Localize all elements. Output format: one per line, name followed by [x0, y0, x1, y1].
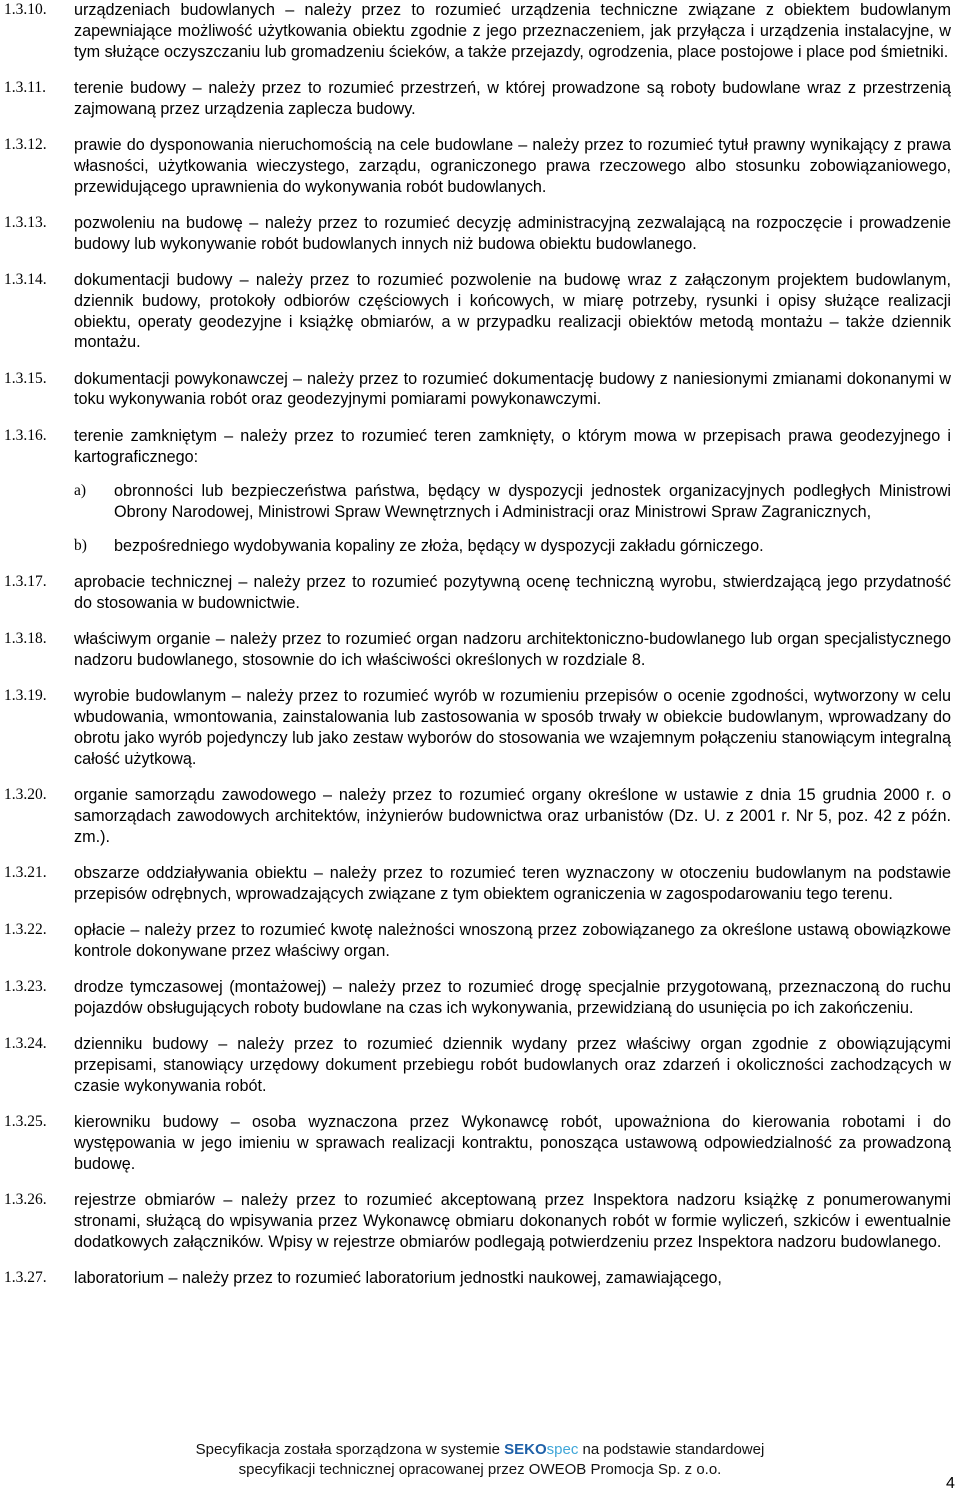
definition-text: dokumentacji budowy – należy przez to rozumieć pozwolenie na budowę wraz z załączonym projektem budowlanym, dziennik budowy, protokoły odbiorów częściowych i końcowych, w miarę potrzeby, rysunki i opisy służące realizacji obiektu, operaty geodezyjne i książkę obmiarów, a w przypadku realizacji obiektów metodą montażu – także dziennik montażu. — [74, 270, 951, 352]
definition-number: 1.3.18. — [4, 630, 47, 648]
definition-body — [74, 686, 951, 769]
definition-item — [0, 785, 960, 847]
definition-item — [0, 135, 960, 197]
definition-body — [74, 629, 951, 671]
definition-item — [0, 1190, 960, 1252]
definition-number: 1.3.14. — [4, 270, 47, 288]
definition-item — [0, 426, 960, 557]
definition-item — [0, 572, 960, 614]
sublist-item — [74, 481, 951, 523]
footer-line-2: specyfikacji technicznej opracowanej przez OWEOB Promocja Sp. z o.o. — [238, 1461, 722, 1478]
definition-number: 1.3.10. — [4, 1, 47, 18]
definition-item — [0, 863, 960, 905]
definition-text: rejestrze obmiarów – należy przez to rozumieć akceptowaną przez Inspektora nadzoru książkę z ponumerowanymi stronami, służącą do wpisywania przez Wykonawcę obmiaru dokonanych robót w formie wyliczeń, szkiców i ewentualnie dodatkowych załączników. Wpisy w rejestrze obmiarów podlegają potwierdzeniu przez Inspektora nadzoru budowlanego. — [74, 1191, 951, 1251]
definition-number: 1.3.26. — [4, 1191, 47, 1209]
definition-body — [74, 270, 951, 353]
definition-item — [0, 920, 960, 962]
definition-item — [0, 1268, 960, 1289]
definition-number: 1.3.24. — [4, 1035, 47, 1053]
definition-body — [74, 1190, 951, 1252]
definition-number: 1.3.12. — [4, 135, 47, 153]
definition-item — [0, 977, 960, 1019]
definition-item — [0, 686, 960, 769]
page-footer — [0, 1440, 960, 1480]
definition-body — [74, 863, 951, 905]
definition-body — [74, 977, 951, 1019]
definition-text: dzienniku budowy – należy przez to rozumieć dziennik wydany przez właściwy organ zgodnie z obowiązującymi przepisami, stanowiący urzędowy dokument przebiegu robót budowlanych oraz zdarzeń i okoliczności zachodzących w czasie wykonywania robót. — [74, 1035, 951, 1095]
footer-text-before-brand: Specyfikacja została sporządzona w systemie — [195, 1441, 505, 1458]
definition-text: wyrobie budowlanym – należy przez to rozumieć wyrób w rozumieniu przepisów o ocenie zgodności, wytworzony w celu wbudowania, wmontowania, zainstalowania lub zastosowania w sposób trwały w obiekcie budowlanym, wprowadzany do obrotu jako wyrób pojedynczy lub jako zestaw wyborów do stosowania we wzajemnym połączeniu stanowiącym integralną całość użytkową. — [74, 687, 951, 768]
definition-text: pozwoleniu na budowę – należy przez to rozumieć decyzję administracyjną zezwalającą na rozpoczęcie i prowadzenie budowy lub wykonywanie robót budowlanych innych niż budowa obiektu budowlanego. — [74, 213, 951, 253]
definition-text: drodze tymczasowej (montażowej) – należy przez to rozumieć drogę specjalnie przygotowaną, przeznaczoną do ruchu pojazdów obsługujących roboty budowlane na czas ich wykonywania, przewidzianą do usunięcia po ich zakończeniu. — [74, 978, 951, 1017]
definition-text: dokumentacji powykonawczej – należy przez to rozumieć dokumentację budowy z naniesionymi zmianami dokonanymi w toku wykonywania robót oraz geodezyjnymi pomiarami powykonawczymi. — [74, 369, 951, 409]
definition-item — [0, 629, 960, 671]
definition-body — [74, 426, 951, 557]
page-number: 4 — [946, 1475, 955, 1492]
definition-body — [74, 135, 951, 197]
definition-number: 1.3.23. — [4, 978, 47, 996]
definition-body — [74, 1112, 951, 1174]
definition-text: urządzeniach budowlanych – należy przez to rozumieć urządzenia techniczne związane z obiektem budowlanym zapewniające możliwość użytkowania obiektu zgodnie z jego przeznaczeniem, jak przyłącza i urządzenia instalacyjne, w tym służące oczyszczaniu lub gromadzeniu ścieków, a także przejazdy, ogrodzenia, place postojowe i place pod śmietniki. — [74, 1, 951, 61]
definition-item — [0, 1112, 960, 1174]
definition-sublist — [74, 481, 951, 556]
definition-text: opłacie – należy przez to rozumieć kwotę należności wnoszoną przez zobowiązanego za określone ustawą obowiązkowe kontrole dokonywane przez właściwy organ. — [74, 921, 951, 960]
footer-text-after-brand: na podstawie standardowej — [578, 1441, 765, 1458]
definition-body — [74, 0, 951, 62]
definition-number: 1.3.20. — [4, 786, 47, 804]
definition-item — [0, 0, 960, 62]
sublist-item-letter: a) — [74, 482, 87, 500]
footer-line-1 — [0, 1440, 960, 1460]
definition-number: 1.3.16. — [4, 426, 47, 444]
definition-text: właściwym organie – należy przez to rozumieć organ nadzoru architektoniczno-budowlanego lub organ specjalistycznego nadzoru budowlanego, stosownie do ich właściwości określonych w rozdziale 8. — [74, 630, 951, 670]
definition-body — [74, 920, 951, 962]
definition-number: 1.3.25. — [4, 1113, 47, 1131]
definition-number: 1.3.13. — [4, 213, 47, 231]
definition-item — [0, 369, 960, 411]
definition-text: prawie do dysponowania nieruchomością na cele budowlane – należy przez to rozumieć tytuł prawny wynikający z prawa własności, użytkowania wieczystego, zarządu, ograniczonego prawa rzeczowego albo stosunku zobowiązaniowego, przewidującego uprawnienia do wykonywania robót budowlanych. — [74, 135, 951, 196]
definition-number: 1.3.19. — [4, 687, 47, 705]
sublist-item-letter: b) — [74, 536, 87, 554]
brand-logo-spec: spec — [546, 1441, 579, 1458]
definition-item — [0, 213, 960, 255]
sublist-item — [74, 536, 951, 557]
definition-number: 1.3.27. — [4, 1268, 47, 1286]
definition-body — [74, 213, 951, 255]
definition-number: 1.3.22. — [4, 921, 47, 939]
definition-number: 1.3.17. — [4, 573, 47, 591]
definition-body — [74, 785, 951, 847]
sublist-item-text: bezpośredniego wydobywania kopaliny ze złoża, będący w dyspozycji zakładu górniczego. — [114, 536, 764, 555]
definition-text: kierowniku budowy – osoba wyznaczona przez Wykonawcę robót, upoważniona do kierowania robotami i do występowania w jego imieniu w sprawach realizacji kontraktu, ponosząca ustawową odpowiedzialność za prowadzoną budowę. — [74, 1113, 951, 1173]
definition-number: 1.3.11. — [4, 78, 47, 96]
definition-text: organie samorządu zawodowego – należy przez to rozumieć organy określone w ustawie z dnia 15 grudnia 2000 r. o samorządach zawodowych architektów, inżynierów budownictwa oraz urbanistów (Dz. U. z 2001 r. Nr 5, poz. 42 z późn. zm.). — [74, 786, 951, 846]
definition-body — [74, 1268, 951, 1289]
brand-logo-seko: SEKO — [504, 1441, 547, 1458]
definition-body — [74, 78, 951, 120]
definition-text: terenie zamkniętym – należy przez to rozumieć teren zamknięty, o którym mowa w przepisach prawa geodezyjnego i kartograficznego: — [74, 426, 951, 466]
definition-text: obszarze oddziaływania obiektu – należy przez to rozumieć teren wyznaczony w otoczeniu budowlanym na podstawie przepisów odrębnych, wprowadzających związane z tym obiektem ograniczenia w zagospodarowaniu tego terenu. — [74, 864, 951, 903]
definition-item — [0, 270, 960, 353]
definition-item — [0, 1034, 960, 1096]
definition-text: aprobacie technicznej – należy przez to rozumieć pozytywną ocenę techniczną wyrobu, stwierdzającą jego przydatność do stosowania w budownictwie. — [74, 573, 951, 613]
definition-number: 1.3.15. — [4, 369, 47, 387]
definition-body — [74, 1034, 951, 1096]
definition-body — [74, 572, 951, 614]
sublist-item-text: obronności lub bezpieczeństwa państwa, będący w dyspozycji jednostek organizacyjnych podległych Ministrowi Obrony Narodowej, Ministrowi Spraw Wewnętrznych i Administracji oraz Ministrowi Spraw Zagranicznych, — [114, 482, 951, 522]
definition-body — [74, 369, 951, 411]
definition-item — [0, 78, 960, 120]
definition-text: terenie budowy – należy przez to rozumieć przestrzeń, w której prowadzone są roboty budowlane wraz z przestrzenią zajmowaną przez urządzenia zaplecza budowy. — [74, 78, 951, 118]
definition-text: laboratorium – należy przez to rozumieć laboratorium jednostki naukowej, zamawiającego, — [74, 1268, 722, 1287]
definition-number: 1.3.21. — [4, 864, 47, 881]
